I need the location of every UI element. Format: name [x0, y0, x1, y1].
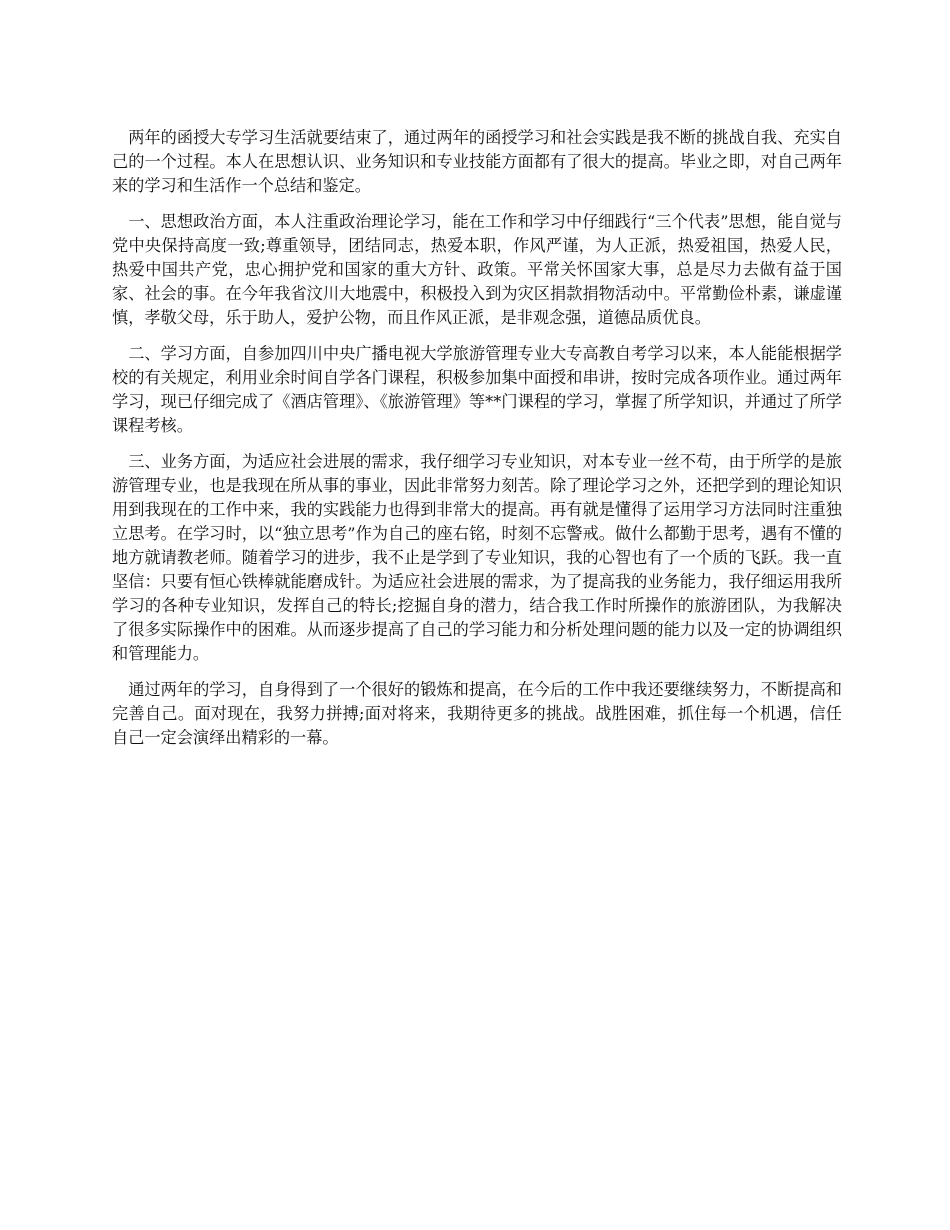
paragraph-political: 一、思想政治方面，本人注重政治理论学习，能在工作和学习中仔细践行“三个代表”思想，能自觉与党中央保持高度一致;尊重领导，团结同志，热爱本职，作风严谨，为人正派，热爱祖国，热爱人民，热爱中国共产党，忠心拥护党和国家的重大方针、政策。平常关怀国家大事，总是尽力去做有益于国家、社会的事。在今年我省汶川大地震中，积极投入到为灾区捐款捐物活动中。平常勤俭朴素，谦虚谨慎，孝敬父母，乐于助人，爱护公物，而且作风正派，是非观念强，道德品质优良。 — [112, 212, 842, 327]
paragraph-intro: 两年的函授大专学习生活就要结束了，通过两年的函授学习和社会实践是我不断的挑战自我、充实自己的一个过程。本人在思想认识、业务知识和专业技能方面都有了很大的提高。毕业之即，对自己两年来的学习和生活作一个总结和鉴定。 — [112, 128, 842, 195]
paragraph-business: 三、业务方面，为适应社会进展的需求，我仔细学习专业知识，对本专业一丝不苟，由于所学的是旅游管理专业，也是我现在所从事的事业，因此非常努力刻苦。除了理论学习之外，还把学到的理论知识用到我现在的工作中来，我的实践能力也得到非常大的提高。再有就是懂得了运用学习方法同时注重独立思考。在学习时，以“独立思考”作为自己的座右铭，时刻不忘警戒。做什么都勤于思考，遇有不懂的地方就请教老师。随着学习的进步，我不止是学到了专业知识，我的心智也有了一个质的飞跃。我一直坚信：只要有恒心铁棒就能磨成针。为适应社会进展的需求，为了提高我的业务能力，我仔细运用我所学习的各种专业知识，发挥自己的特长;挖掘自身的潜力，结合我工作时所操作的旅游团队，为我解决了很多实际操作中的困难。从而逐步提高了自己的学习能力和分析处理问题的能力以及一定的协调组织和管理能力。 — [112, 452, 842, 663]
document-body — [112, 126, 842, 762]
paragraph-conclusion: 通过两年的学习，自身得到了一个很好的锻炼和提高，在今后的工作中我还要继续努力，不断提高和完善自己。面对现在，我努力拼搏;面对将来，我期待更多的挑战。战胜困难，抓住每一个机遇，信任自己一定会演绎出精彩的一幕。 — [112, 680, 842, 747]
paragraph-study: 二、学习方面，自参加四川中央广播电视大学旅游管理专业大专高教自考学习以来，本人能能根据学校的有关规定，利用业余时间自学各门课程，积极参加集中面授和串讲，按时完成各项作业。通过两年学习，现已仔细完成了《酒店管理》、《旅游管理》等**门课程的学习，掌握了所学知识，并通过了所学课程考核。 — [112, 344, 842, 435]
